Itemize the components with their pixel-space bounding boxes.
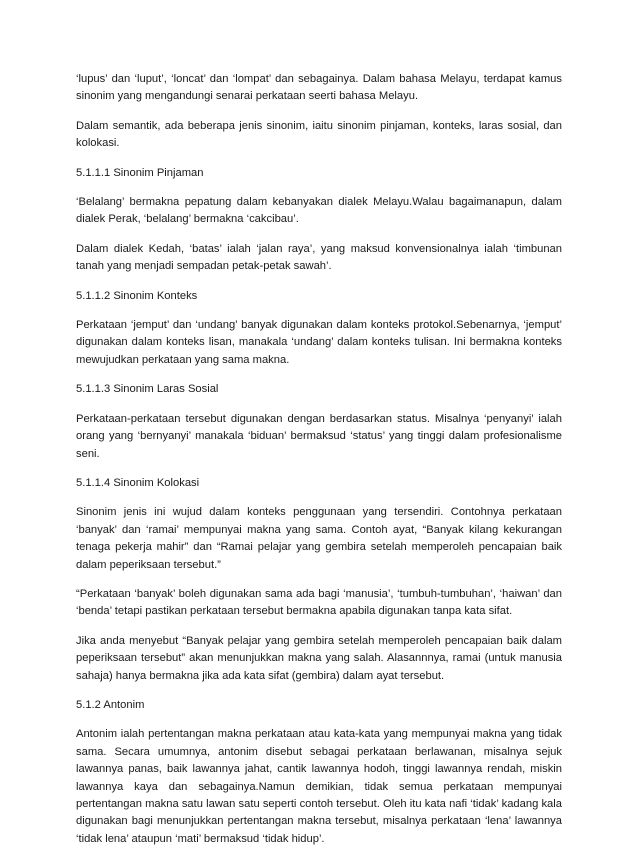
paragraph-semantik: Dalam semantik, ada beberapa jenis sinonim, iaitu sinonim pinjaman, konteks, laras sosial, dan kolokasi. xyxy=(76,119,562,150)
paragraph-jemput-undang: Perkataan ‘jemput’ dan ‘undang’ banyak digunakan dalam konteks protokol.Sebenarnya, ‘jemput’ digunakan dalam konteks lisan, manakala ‘undang’ dalam konteks tulisan. Ini bermakna konteks mewujudkan perkataan yang sama makna. xyxy=(76,319,562,366)
paragraph-belalang: ‘Belalang’ bermakna pepatung dalam kebanyakan dialek Melayu.Walau bagaimanapun, dalam dialek Perak, ‘belalang’ bermakna ‘cakcibau’. xyxy=(76,196,562,226)
paragraph-antonim: Antonim ialah pertentangan makna perkataan atau kata-kata yang mempunyai makna yang tidak sama. Secara umumnya, antonim disebut sebagai perkataan berlawanan, misalnya sejuk lawannya panas, baik lawannya jahat, cantik lawannya hodoh, tinggi lawannya rendah, miskin lawannya kaya dan sebagainya.Namun demikian, tidak semua perkataan mempunyai pertentangan makna satu lawan satu seperti contoh tersebut. Oleh itu kata nafi ‘tidak’ kadang kala digunakan bagi menunjukkan pertentangan makna tersebut, misalnya perkataan ‘lena’ lawannya ‘tidak lena’ ataupun ‘mati’ bermaksud ‘tidak hidup’. xyxy=(76,728,562,845)
heading-sinonim-kolokasi: 5.1.1.4 Sinonim Kolokasi xyxy=(76,476,200,489)
heading-sinonim-konteks: 5.1.1.2 Sinonim Konteks xyxy=(76,289,198,302)
document-page xyxy=(76,71,562,848)
heading-antonim: 5.1.2 Antonim xyxy=(76,698,145,711)
paragraph-kedah: Dalam dialek Kedah, ‘batas’ ialah ‘jalan raya’, yang maksud konvensionalnya ialah ‘timbunan tanah yang menjadi sempadan petak-petak sawah’. xyxy=(76,242,562,273)
paragraph-banyak: “Perkataan ‘banyak’ boleh digunakan sama ada bagi ‘manusia’, ‘tumbuh-tumbuhan’, ‘haiwan’ dan ‘benda’ tetapi pastikan perkataan tersebut bermakna apabila digunakan tanpa kata sifat. xyxy=(76,587,562,618)
heading-sinonim-pinjaman: 5.1.1.1 Sinonim Pinjaman xyxy=(76,166,204,179)
paragraph-laras-sosial: Perkataan-perkataan tersebut digunakan dengan berdasarkan status. Misalnya ‘penyanyi’ ialah orang yang ‘bernyanyi’ manakala ‘biduan’ bermaksud ‘status’ yang tinggi dalam profesionalisme seni. xyxy=(76,412,562,460)
paragraph-kolokasi: Sinonim jenis ini wujud dalam konteks penggunaan yang tersendiri. Contohnya perkataan ‘banyak’ dan ‘ramai’ mempunyai makna yang sama. Contoh ayat, “Banyak kilang kekurangan tenaga pekerja mahir” dan “Ramai pelajar yang gembira setelah memperoleh pencapaian baik dalam peperiksaan tersebut.” xyxy=(76,506,562,571)
paragraph-intro: ‘lupus’ dan ‘luput’, ‘loncat’ dan ‘lompat’ dan sebagainya. Dalam bahasa Melayu, terdapat kamus sinonim yang mengandungi senarai perkataan seerti bahasa Melayu. xyxy=(76,73,562,103)
paragraph-jika-anda: Jika anda menyebut “Banyak pelajar yang gembira setelah memperoleh pencapaian baik dalam peperiksaan tersebut” akan menunjukkan makna yang salah. Alasannnya, ramai (untuk manusia sahaja) hanya bermakna jika ada kata sifat (gembira) dalam ayat tersebut. xyxy=(76,634,562,682)
heading-sinonim-laras-sosial: 5.1.1.3 Sinonim Laras Sosial xyxy=(76,383,219,396)
